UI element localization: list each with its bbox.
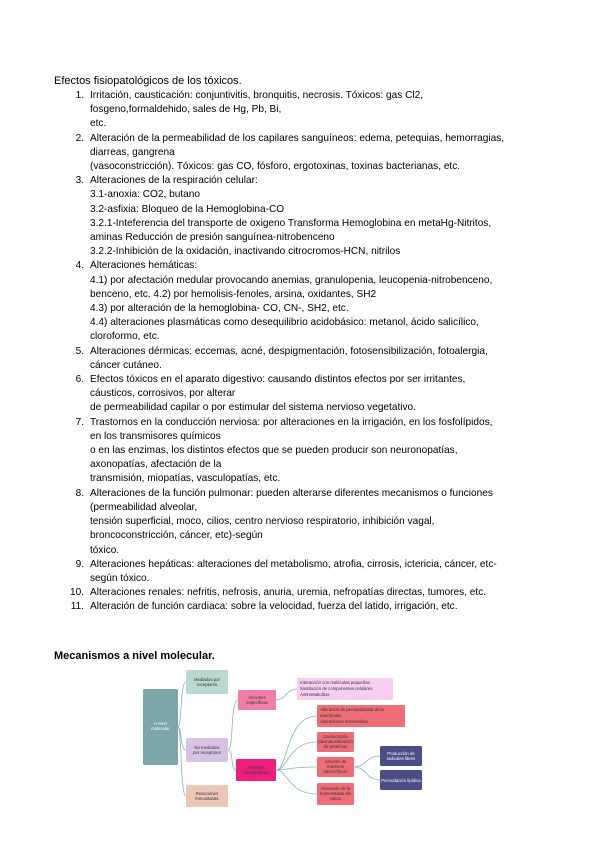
node-homeostasis-line: calcio <box>330 796 341 801</box>
node-interaccion-line: Sustitución de componentes celulares <box>300 686 373 691</box>
node-reacciones-line: inmunitarias <box>195 796 219 801</box>
node-root <box>143 689 178 765</box>
item-number: 6. <box>75 374 84 386</box>
node-acciones-especificas <box>238 690 276 710</box>
item-line: cloroformo, etc. <box>90 331 160 343</box>
item-number: 1. <box>75 90 84 101</box>
item-line: diarreas, gangrena <box>90 146 175 158</box>
node-acciones-line: Acciones <box>248 695 266 700</box>
node-reacciones-line: Reacciones <box>195 791 219 796</box>
item-line: (vasoconstricción). Tóxicos: gas CO, fósforo, ergotoxinas, toxinas bacterianas, etc. <box>90 161 461 173</box>
item-line: o en las enzimas, los distintos efectos que se pueden producir son neuronopatías, <box>90 445 458 457</box>
node-homeostasis-line: Alteración de la <box>320 786 351 791</box>
node-acciones-inespecificas-line: inespecíficas <box>243 770 269 775</box>
node-root-line: A nivel <box>154 721 167 726</box>
node-interaccion-line: Antimetabolitos <box>300 692 330 697</box>
item-line: 3.2.1-Inteferencia del transporte de oxigeno Transforma Hemoglobina en metaHg-Nitritos, <box>90 217 492 229</box>
node-homeostasis <box>317 783 354 805</box>
node-permeabilidad <box>317 705 405 727</box>
node-uniones-line: Uniones de <box>324 759 347 764</box>
node-receptores <box>186 670 228 694</box>
item-line: cáncer cutáneo. <box>90 359 162 371</box>
item-line: (permeabilidad alveolar, <box>90 501 198 513</box>
item-number: 4. <box>75 260 84 272</box>
node-reacciones <box>186 785 228 807</box>
node-interaccion <box>297 678 393 700</box>
item-line: Alteración de función cardiaca: sobre la velocidad, fuerza del latido, irrigación, etc. <box>90 601 458 613</box>
node-radicales <box>380 746 422 766</box>
node-uniones-line: reactivos <box>326 764 345 769</box>
node-acciones-inespecificas <box>236 759 276 781</box>
item-number: 11. <box>70 601 84 613</box>
node-interaccion-line: Interacción con moléculas pequeñas <box>300 680 370 685</box>
node-peroxidacion-line: Peroxidación lipídica <box>381 778 421 783</box>
node-causticacion <box>317 732 354 752</box>
item-line: Irritación, causticación: conjuntivitis, bronquitis, necrosis. Tóxicos: gas Cl2, <box>90 90 424 101</box>
item-number: 10. <box>69 587 84 599</box>
item-line: 4.1) por afectación medular provocando anemias, granulopenia, leucopenia-nitrobenceno, <box>90 274 493 286</box>
item-line: de permeabilidad capilar o por estimular del sistema nervioso vegetativo. <box>90 402 416 414</box>
item-line: Efectos tóxicos en el aparato digestivo: causando distintos efectos por ser irritantes, <box>90 374 466 386</box>
item-line: Alteraciones de la función pulmonar: pueden alterarse diferentes mecanismos o funciones <box>90 487 493 499</box>
item-line: fosgeno,formaldehido, sales de Hg, Pb, Bi, <box>90 104 282 116</box>
item-line: en los transmisores químicos <box>90 430 221 442</box>
item-line: Alteraciones hepáticas: alteraciones del metabolismo, atrofia, cirrosis, ictericia, cáncer, etc- <box>90 558 497 570</box>
node-no-receptores-line: por receptores <box>193 750 221 755</box>
node-acciones-line: específicas <box>246 700 268 705</box>
item-line: Alteraciones hemáticas: <box>90 260 198 272</box>
item-number: 2. <box>75 132 84 144</box>
section-title: Efectos fisiopatológicos de los tóxicos. <box>54 75 242 87</box>
node-causticacion-line: de proteínas <box>323 744 348 749</box>
item-line: etc. <box>90 118 107 130</box>
node-permeabilidad-line: Alteración de permeabilidad de la <box>320 707 384 712</box>
node-permeabilidad-line: membrana. <box>320 713 342 718</box>
item-number: 7. <box>75 416 84 428</box>
item-line: Alteraciones renales: nefritis, nefrosis, anuria, uremia, nefropatías directas, tumores, etc. <box>90 587 487 599</box>
item-line: 4.4) alteraciones plasmáticas como desequilibrio acidobásico: metanol, ácido salicílico, <box>90 317 479 329</box>
node-peroxidacion <box>380 770 422 790</box>
section-subtitle: Mecanismos a nivel molecular. <box>54 650 215 662</box>
item-line: axonopatías, afectación de la <box>90 459 222 471</box>
item-line: 4.3) por alteración de la hemoglobina- CO, CN-, SH2, etc. <box>90 303 349 315</box>
item-line: Trastornos en la conducción nerviosa: por alteraciones en la irrigación, en los fosfolípidos, <box>90 416 493 428</box>
item-line: según tóxico. <box>90 572 150 584</box>
item-number: 9. <box>75 558 84 570</box>
item-line: Alteración de la permeabilidad de los capilares sanguíneos: edema, petequias, hemorragias, <box>90 132 505 144</box>
item-line: 3.2.2-Inhibición de la oxidación, inactivando citrocromos-HCN, nitrilos <box>90 246 401 258</box>
node-causticacion-line: Causticación <box>323 734 348 739</box>
item-line: broncoconstricción, cáncer, etc)-según <box>90 530 263 542</box>
node-uniones-line: electrofílicos <box>323 769 348 774</box>
node-no-receptores <box>186 738 228 762</box>
item-number: 8. <box>75 487 84 499</box>
item-line: 3.1-anoxia: CO2, butano <box>90 189 200 201</box>
item-line: 3.2-asfixia: Bloqueo de la Hemoglobina-CO <box>90 203 285 215</box>
item-line: tóxico. <box>90 544 120 556</box>
item-number: 3. <box>75 175 84 187</box>
node-acciones-inespecificas-line: Acciones <box>247 765 265 770</box>
node-permeabilidad-line: Alteraciones irreversibles <box>320 719 369 724</box>
node-receptores-line: receptores <box>196 682 218 687</box>
node-causticacion-line: (desnaturalización <box>318 739 353 744</box>
item-line: Alteraciones de la respiración celular: <box>90 175 258 187</box>
node-uniones <box>317 757 354 777</box>
item-line: benceno, etc. 4.2) por hemolisis-fenoles, arsina, oxidantes, SH2 <box>90 288 377 300</box>
node-no-receptores-line: No mediados <box>194 745 220 750</box>
node-receptores-line: Mediados por <box>193 677 221 682</box>
node-homeostasis-line: homeostasis del <box>319 791 352 796</box>
node-radicales-line: radicales libres <box>386 756 416 761</box>
node-radicales-line: Producción de <box>387 751 415 756</box>
node-root-line: molecular <box>151 726 170 731</box>
item-line: cáusticos, corrosivos, por alterar <box>90 388 236 400</box>
item-line: aminas Reducción de presión sanguínea-nitrobenceno <box>90 232 335 244</box>
item-line: transmisión, miopatías, vasculopatías, etc. <box>90 473 281 485</box>
item-number: 5. <box>75 345 84 357</box>
item-line: tensión superficial, moco, cilios, centro nervioso respiratorio, inhibición vagal, <box>90 516 435 528</box>
item-line: Alteraciones dérmicas: eccemas, acné, despigmentación, fotosensibilización, fotoalergia, <box>90 345 488 357</box>
